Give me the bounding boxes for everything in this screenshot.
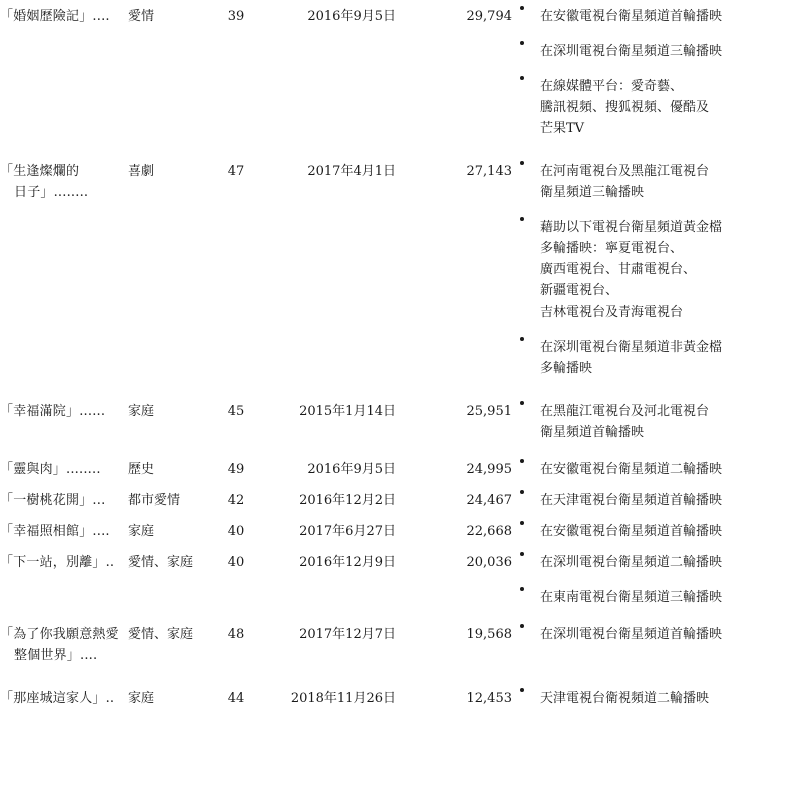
cell-date: 2016年9月5日: [307, 461, 396, 477]
bullet-icon: [520, 459, 524, 463]
cell-channels: [512, 542, 802, 608]
cell-date: 2016年12月9日: [299, 554, 396, 570]
bullet-icon: [520, 161, 524, 165]
cell-episodes: 45: [227, 403, 245, 419]
cell-channels: [512, 511, 802, 542]
bullet-icon: [520, 587, 524, 591]
channel-list: [512, 490, 802, 511]
channel-text-line: 天津電視台衛視頻道二輪播映: [540, 691, 710, 707]
cell-title: [0, 443, 128, 480]
cell-revenue: 20,036: [466, 554, 512, 570]
channel-text-line: 在深圳電視台衛星頻道二輪播映: [540, 554, 723, 570]
cell-date: 2015年1月14日: [299, 403, 396, 419]
title-line-1: 「幸福滿院」......: [0, 403, 106, 419]
channel-text: [540, 401, 802, 443]
title-line-1: 「靈與肉」........: [0, 461, 101, 477]
cell-date: 2017年6月27日: [299, 523, 396, 539]
list-item: [512, 688, 802, 709]
table-row: [0, 480, 802, 511]
channel-text: [540, 552, 802, 573]
cell-title: [0, 608, 128, 666]
list-item: [512, 6, 802, 27]
cell-episodes: 42: [227, 492, 245, 508]
cell-episodes: 39: [227, 9, 245, 24]
cell-genre: 家庭: [128, 691, 155, 707]
cell-title: [0, 542, 128, 608]
channel-text: [540, 521, 802, 542]
list-item: [512, 401, 802, 443]
channel-list: [512, 552, 802, 608]
table-row: [0, 542, 802, 608]
bullet-icon: [520, 41, 524, 45]
cell-genre: 愛情: [128, 9, 155, 24]
channel-text-line: 新疆電視台、: [540, 283, 619, 299]
cell-title: [0, 139, 128, 378]
cell-title: [0, 379, 128, 443]
cell-channels: [512, 379, 802, 443]
cell-episodes: 40: [227, 523, 245, 539]
channel-list: [512, 521, 802, 542]
channel-text-line: 在黑龍江電視台及河北電視台: [540, 403, 710, 419]
channel-text: [540, 6, 802, 27]
cell-episodes: 48: [227, 626, 245, 642]
channel-text-line: 衛星頻道三輪播映: [540, 185, 645, 201]
channel-text: [540, 217, 802, 322]
channel-text-line: 多輪播映：寧夏電視台、: [540, 241, 684, 257]
cell-revenue: 12,453: [466, 691, 512, 707]
channel-text: [540, 161, 802, 203]
channel-text: [540, 337, 802, 379]
cell-date: 2016年9月5日: [307, 9, 396, 24]
title-line-2: 整個世界」....: [14, 648, 98, 664]
channel-text-line: 騰訊視頻、搜狐視頻、優酷及: [540, 100, 710, 116]
cell-genre: 家庭: [128, 403, 155, 419]
channel-text-line: 在深圳電視台衛星頻道三輪播映: [540, 44, 723, 60]
channel-text-line: 吉林電視台及青海電視台: [540, 304, 684, 320]
list-item: [512, 76, 802, 139]
cell-channels: [512, 0, 802, 139]
table-row: [0, 139, 802, 378]
list-item: [512, 490, 802, 511]
cell-title: [0, 0, 128, 139]
cell-title: [0, 666, 128, 709]
cell-revenue: 19,568: [466, 626, 512, 642]
list-item: [512, 587, 802, 608]
title-line-1: 「生逢燦爛的: [0, 164, 80, 180]
table-row: [0, 608, 802, 666]
channel-text: [540, 41, 802, 62]
list-item: [512, 41, 802, 62]
cell-genre: 家庭: [128, 523, 155, 539]
cell-genre: 愛情、家庭: [128, 626, 194, 642]
channel-text: [540, 459, 802, 480]
channel-list: [512, 624, 802, 645]
cell-channels: [512, 443, 802, 480]
cell-date: 2018年11月26日: [290, 691, 396, 707]
cell-episodes: 44: [227, 691, 245, 707]
channel-text-line: 在河南電視台及黑龍江電視台: [540, 164, 710, 180]
channel-text-line: 在安徽電視台衛星頻道首輪播映: [540, 523, 723, 539]
channel-text-line: 在天津電視台衛星頻道首輪播映: [540, 492, 723, 508]
channel-text-line: 芒果TV: [540, 121, 585, 137]
channel-text-line: 在東南電視台衛星頻道三輪播映: [540, 589, 723, 605]
bullet-icon: [520, 6, 524, 10]
cell-date: 2017年4月1日: [307, 164, 396, 180]
list-item: [512, 459, 802, 480]
channel-text: [540, 76, 802, 139]
bullet-icon: [520, 217, 524, 221]
list-item: [512, 161, 802, 203]
cell-revenue: 27,143: [466, 164, 512, 180]
cell-date: 2016年12月2日: [299, 492, 396, 508]
cell-title: [0, 480, 128, 511]
cell-channels: [512, 480, 802, 511]
bullet-icon: [520, 337, 524, 341]
channel-text-line: 衛星頻道首輪播映: [540, 424, 645, 440]
title-line-1: 「那座城這家人」..: [0, 691, 115, 707]
cell-revenue: 24,995: [466, 461, 512, 477]
list-item: [512, 521, 802, 542]
table-row: [0, 379, 802, 443]
channel-text-line: 廣西電視台、甘肅電視台、: [540, 262, 697, 278]
table-row: [0, 0, 802, 139]
cell-episodes: 40: [227, 554, 245, 570]
table-row: [0, 443, 802, 480]
cell-channels: [512, 608, 802, 666]
cell-revenue: 25,951: [466, 403, 512, 419]
channel-text-line: 在安徽電視台衛星頻道首輪播映: [540, 9, 723, 24]
channel-text-line: 在深圳電視台衛星頻道非黃金檔: [540, 339, 723, 355]
title-line-1: 「幸福照相館」....: [0, 523, 110, 539]
channel-text: [540, 688, 802, 709]
channel-text: [540, 624, 802, 645]
table-row: [0, 666, 802, 709]
cell-revenue: 22,668: [466, 523, 512, 539]
list-item: [512, 217, 802, 322]
cell-channels: [512, 139, 802, 378]
channel-text: [540, 587, 802, 608]
title-line-1: 「一樹桃花開」...: [0, 492, 106, 508]
cell-channels: [512, 666, 802, 709]
cell-genre: 喜劇: [128, 164, 155, 180]
channel-text-line: 藉助以下電視台衛星頻道黃金檔: [540, 220, 723, 236]
title-line-1: 「下一站，別離」..: [0, 554, 115, 570]
cell-episodes: 49: [227, 461, 245, 477]
bullet-icon: [520, 624, 524, 628]
bullet-icon: [520, 521, 524, 525]
channel-text: [540, 490, 802, 511]
channel-list: [512, 401, 802, 443]
bullet-icon: [520, 76, 524, 80]
list-item: [512, 624, 802, 645]
channel-text-line: 多輪播映: [540, 360, 593, 376]
table-row: [0, 511, 802, 542]
list-item: [512, 552, 802, 573]
channel-text-line: 在線媒體平台：愛奇藝、: [540, 79, 684, 95]
title-line-2: 日子」........: [14, 185, 89, 201]
cell-title: [0, 511, 128, 542]
title-line-1: 「為了你我願意熱愛: [0, 626, 119, 642]
channel-text-line: 在深圳電視台衛星頻道首輪播映: [540, 626, 723, 642]
cell-episodes: 47: [227, 164, 245, 180]
channel-list: [512, 6, 802, 139]
list-item: [512, 337, 802, 379]
cell-genre: 都市愛情: [128, 492, 181, 508]
channel-list: [512, 688, 802, 709]
bullet-icon: [520, 401, 524, 405]
cell-revenue: 24,467: [466, 492, 512, 508]
bullet-icon: [520, 688, 524, 692]
channel-list: [512, 161, 802, 378]
cell-revenue: 29,794: [466, 9, 512, 24]
channel-list: [512, 459, 802, 480]
title-line-1: 「婚姻歷險記」....: [0, 9, 110, 24]
cell-genre: 愛情、家庭: [128, 554, 194, 570]
cell-genre: 歷史: [128, 461, 155, 477]
channel-text-line: 在安徽電視台衛星頻道二輪播映: [540, 461, 723, 477]
bullet-icon: [520, 490, 524, 494]
cell-date: 2017年12月7日: [299, 626, 396, 642]
bullet-icon: [520, 552, 524, 556]
